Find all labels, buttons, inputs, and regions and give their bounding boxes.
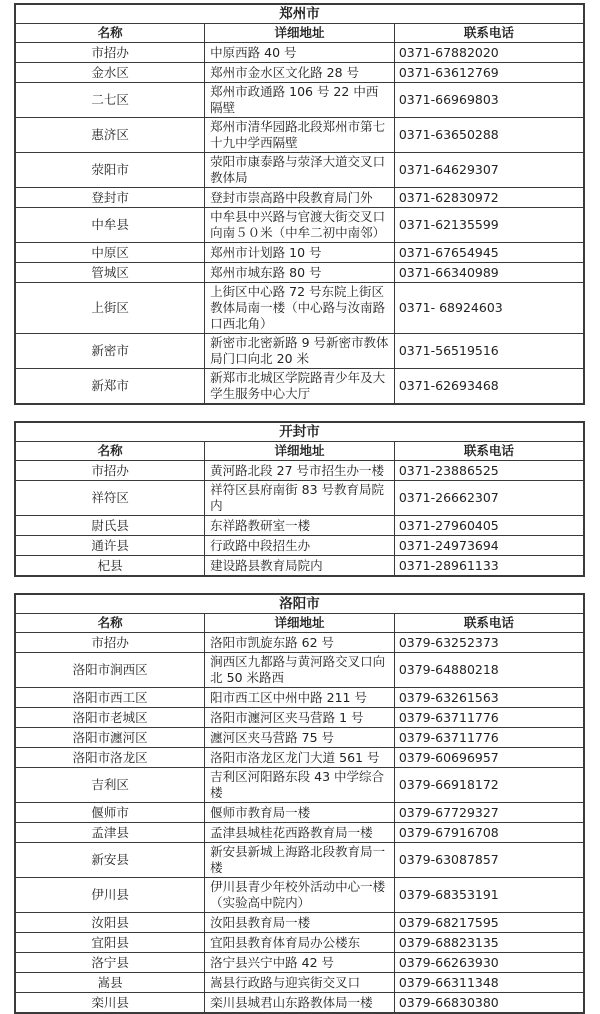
cell-name: 嵩县	[15, 973, 205, 993]
table-title-row	[15, 422, 584, 442]
cell-phone: 0379-63087857	[394, 843, 584, 878]
cell-phone: 0371- 68924603	[394, 283, 584, 334]
table-row	[15, 933, 584, 953]
column-header: 详细地址	[205, 24, 395, 43]
table-row	[15, 878, 584, 913]
cell-address: 宜阳县教育体育局办公楼东	[205, 933, 395, 953]
table-row	[15, 153, 584, 188]
cell-name: 金水区	[15, 63, 205, 83]
table-row	[15, 283, 584, 334]
column-header-row	[15, 442, 584, 461]
cell-address: 洛阳市洛龙区龙门大道 561 号	[205, 748, 395, 768]
cell-name: 新密市	[15, 334, 205, 369]
cell-name: 上街区	[15, 283, 205, 334]
table-row	[15, 243, 584, 263]
table-row	[15, 536, 584, 556]
cell-name: 栾川县	[15, 993, 205, 1014]
cell-name: 新郑市	[15, 369, 205, 405]
cell-phone: 0371-63612769	[394, 63, 584, 83]
cell-phone: 0371-67882020	[394, 43, 584, 63]
cell-address: 郑州市政通路 106 号 22 中西隔壁	[205, 83, 395, 118]
cell-address: 行政路中段招生办	[205, 536, 395, 556]
city-title: 开封市	[15, 422, 584, 442]
table-row	[15, 118, 584, 153]
cell-name: 宜阳县	[15, 933, 205, 953]
cell-name: 汝阳县	[15, 913, 205, 933]
cell-address: 阳市西工区中州中路 211 号	[205, 688, 395, 708]
table-row	[15, 43, 584, 63]
cell-address: 荥阳市康泰路与荥泽大道交叉口教体局	[205, 153, 395, 188]
column-header: 名称	[15, 442, 205, 461]
table-row	[15, 768, 584, 803]
cell-address: 栾川县城君山东路教体局一楼	[205, 993, 395, 1014]
cell-name: 偃师市	[15, 803, 205, 823]
cell-phone: 0371-66969803	[394, 83, 584, 118]
cell-name: 二七区	[15, 83, 205, 118]
cell-address: 洛阳市凯旋东路 62 号	[205, 633, 395, 653]
table-row	[15, 913, 584, 933]
table-row	[15, 263, 584, 283]
cell-name: 中牟县	[15, 208, 205, 243]
table-row	[15, 973, 584, 993]
cell-phone: 0371-62135599	[394, 208, 584, 243]
cell-phone: 0379-66830380	[394, 993, 584, 1014]
cell-name: 洛阳市西工区	[15, 688, 205, 708]
table-title-row	[15, 4, 584, 24]
cell-address: 洛宁县兴宁中路 42 号	[205, 953, 395, 973]
table-row	[15, 728, 584, 748]
table-row	[15, 208, 584, 243]
cell-phone: 0371-24973694	[394, 536, 584, 556]
table-row	[15, 708, 584, 728]
cell-name: 中原区	[15, 243, 205, 263]
table-row	[15, 556, 584, 577]
cell-phone: 0371-27960405	[394, 516, 584, 536]
cell-name: 伊川县	[15, 878, 205, 913]
table-zhengzhou	[14, 3, 585, 405]
cell-name: 吉利区	[15, 768, 205, 803]
column-header: 详细地址	[205, 442, 395, 461]
cell-name: 洛阳市老城区	[15, 708, 205, 728]
cell-phone: 0379-64880218	[394, 653, 584, 688]
cell-address: 郑州市清华园路北段郑州市第七十九中学西隔壁	[205, 118, 395, 153]
table-row	[15, 748, 584, 768]
cell-name: 荥阳市	[15, 153, 205, 188]
table-row	[15, 993, 584, 1014]
cell-phone: 0371-26662307	[394, 481, 584, 516]
cell-phone: 0379-63261563	[394, 688, 584, 708]
cell-phone: 0379-60696957	[394, 748, 584, 768]
city-title: 郑州市	[15, 4, 584, 24]
cell-address: 东祥路教研室一楼	[205, 516, 395, 536]
cell-name: 市招办	[15, 43, 205, 63]
cell-address: 新郑市北城区学院路青少年及大学生服务中心大厅	[205, 369, 395, 405]
column-header-row	[15, 24, 584, 43]
table-row	[15, 83, 584, 118]
column-header: 联系电话	[394, 24, 584, 43]
table-row	[15, 953, 584, 973]
cell-phone: 0371-64629307	[394, 153, 584, 188]
table-row	[15, 653, 584, 688]
cell-name: 通许县	[15, 536, 205, 556]
column-header: 名称	[15, 24, 205, 43]
table-row	[15, 803, 584, 823]
cell-phone: 0371-56519516	[394, 334, 584, 369]
cell-name: 洛阳市洛龙区	[15, 748, 205, 768]
cell-phone: 0379-67916708	[394, 823, 584, 843]
cell-name: 市招办	[15, 461, 205, 481]
cell-address: 上街区中心路 72 号东院上街区教体局南一楼（中心路与汝南路口西北角）	[205, 283, 395, 334]
cell-name: 洛阳市涧西区	[15, 653, 205, 688]
column-header: 详细地址	[205, 614, 395, 633]
table-row	[15, 461, 584, 481]
cell-name: 洛宁县	[15, 953, 205, 973]
table-row	[15, 188, 584, 208]
table-luoyang	[14, 593, 585, 1014]
table-title-row	[15, 594, 584, 614]
cell-name: 登封市	[15, 188, 205, 208]
cell-name: 管城区	[15, 263, 205, 283]
cell-address: 黄河路北段 27 号市招生办一楼	[205, 461, 395, 481]
cell-phone: 0371-23886525	[394, 461, 584, 481]
cell-phone: 0371-62830972	[394, 188, 584, 208]
cell-address: 祥符区县府南街 83 号教育局院内	[205, 481, 395, 516]
cell-name: 洛阳市瀍河区	[15, 728, 205, 748]
table-row	[15, 369, 584, 405]
cell-phone: 0379-68217595	[394, 913, 584, 933]
cell-address: 嵩县行政路与迎宾街交叉口	[205, 973, 395, 993]
cell-address: 瀍河区夹马营路 75 号	[205, 728, 395, 748]
cell-address: 郑州市金水区文化路 28 号	[205, 63, 395, 83]
cell-phone: 0371-63650288	[394, 118, 584, 153]
cell-phone: 0379-66311348	[394, 973, 584, 993]
table-row	[15, 516, 584, 536]
cell-address: 登封市崇高路中段教育局门外	[205, 188, 395, 208]
cell-phone: 0379-63252373	[394, 633, 584, 653]
cell-address: 吉利区河阳路东段 43 中学综合楼	[205, 768, 395, 803]
cell-address: 汝阳县教育局一楼	[205, 913, 395, 933]
cell-address: 新安县新城上海路北段教育局一楼	[205, 843, 395, 878]
table-kaifeng	[14, 421, 585, 577]
city-title: 洛阳市	[15, 594, 584, 614]
cell-phone: 0379-63711776	[394, 728, 584, 748]
cell-phone: 0371-28961133	[394, 556, 584, 577]
cell-name: 祥符区	[15, 481, 205, 516]
cell-phone: 0379-66918172	[394, 768, 584, 803]
cell-address: 涧西区九都路与黄河路交叉口向北 50 米路西	[205, 653, 395, 688]
table-row	[15, 823, 584, 843]
cell-address: 建设路县教育局院内	[205, 556, 395, 577]
cell-name: 惠济区	[15, 118, 205, 153]
cell-address: 中原西路 40 号	[205, 43, 395, 63]
column-header: 联系电话	[394, 614, 584, 633]
cell-phone: 0379-68353191	[394, 878, 584, 913]
cell-name: 孟津县	[15, 823, 205, 843]
cell-phone: 0379-68823135	[394, 933, 584, 953]
cell-address: 中牟县中兴路与官渡大街交叉口向南５０米（中牟二初中南邻）	[205, 208, 395, 243]
cell-name: 市招办	[15, 633, 205, 653]
cell-phone: 0379-66263930	[394, 953, 584, 973]
table-row	[15, 481, 584, 516]
cell-address: 新密市北密新路 9 号新密市教体局门口向北 20 米	[205, 334, 395, 369]
cell-name: 杞县	[15, 556, 205, 577]
table-row	[15, 843, 584, 878]
cell-name: 尉氏县	[15, 516, 205, 536]
cell-phone: 0379-67729327	[394, 803, 584, 823]
cell-phone: 0371-66340989	[394, 263, 584, 283]
table-row	[15, 334, 584, 369]
table-row	[15, 688, 584, 708]
column-header: 联系电话	[394, 442, 584, 461]
cell-phone: 0371-62693468	[394, 369, 584, 405]
cell-phone: 0379-63711776	[394, 708, 584, 728]
table-row	[15, 633, 584, 653]
column-header-row	[15, 614, 584, 633]
cell-address: 郑州市计划路 10 号	[205, 243, 395, 263]
cell-name: 新安县	[15, 843, 205, 878]
cell-address: 郑州市城东路 80 号	[205, 263, 395, 283]
cell-phone: 0371-67654945	[394, 243, 584, 263]
table-row	[15, 63, 584, 83]
column-header: 名称	[15, 614, 205, 633]
cell-address: 洛阳市瀍河区夹马营路 1 号	[205, 708, 395, 728]
cell-address: 偃师市教育局一楼	[205, 803, 395, 823]
cell-address: 伊川县青少年校外活动中心一楼（实验高中院内）	[205, 878, 395, 913]
cell-address: 孟津县城桂花西路教育局一楼	[205, 823, 395, 843]
